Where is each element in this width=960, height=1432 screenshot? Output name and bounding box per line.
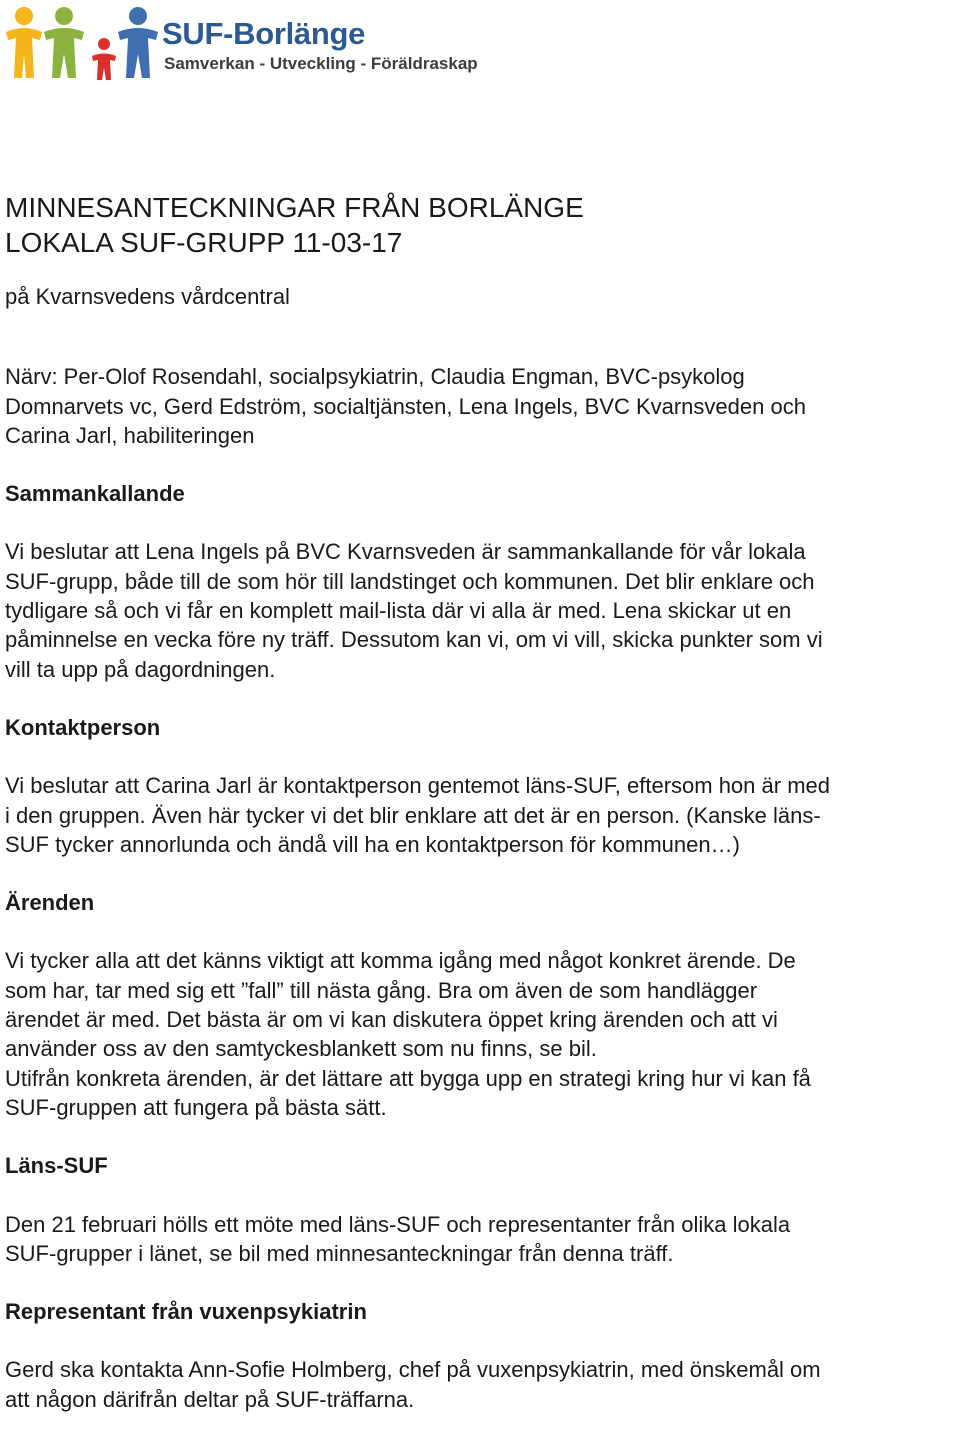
body-line: Vi tycker alla att det känns viktigt att komma igång med något konkret ärende. De [5, 948, 796, 974]
title-line: LOKALA SUF-GRUPP 11-03-17 [5, 227, 403, 258]
body-line: SUF-gruppen att fungera på bästa sätt. [5, 1094, 387, 1120]
logo-tagline: Samverkan - Utveckling - Föräldraskap [164, 54, 478, 73]
body-line: Gerd ska kontakta Ann-Sofie Holmberg, chef på vuxenpsykiatrin, med önskemål om [5, 1357, 821, 1383]
body-line: Vi beslutar att Carina Jarl är kontaktperson gentemot läns-SUF, eftersom hon är med [5, 773, 830, 799]
body-line: i den gruppen. Även här tycker vi det blir enklare att det är en person. (Kanske läns- [5, 802, 821, 828]
yellow-figure-icon [6, 7, 42, 78]
attendees-line: Carina Jarl, habiliteringen [5, 422, 255, 448]
attendees-line: Närv: Per-Olof Rosendahl, socialpsykiatrin, Claudia Engman, BVC-psykolog [5, 364, 745, 390]
section-representant-vuxenpsykiatrin [5, 1297, 960, 1414]
body-line: tydligare så och vi får en komplett mail-lista där vi alla är med. Lena skickar ut en [5, 598, 792, 624]
section-heading: Representant från vuxenpsykiatrin [5, 1299, 367, 1325]
section-body [5, 771, 960, 859]
section-body [5, 946, 960, 1122]
title-line: MINNESANTECKNINGAR FRÅN BORLÄNGE [5, 192, 584, 223]
section-heading: Ärenden [5, 890, 95, 916]
document-title [5, 190, 960, 260]
red-child-figure-icon [92, 38, 116, 80]
section-heading: Kontaktperson [5, 714, 161, 740]
body-line: SUF-grupp, både till de som hör till landstinget och kommunen. Det blir enklare och [5, 568, 815, 594]
section-kontaktperson [5, 713, 960, 859]
body-line: som har, tar med sig ett ”fall” till nästa gång. Bra om även de som handlägger [5, 977, 758, 1003]
section-heading: Läns-SUF [5, 1153, 108, 1179]
body-line: påminnelse en vecka före ny träff. Dessutom kan vi, om vi vill, skicka punkter som vi [5, 627, 823, 653]
section-lans-suf [5, 1151, 960, 1268]
body-line: att någon därifrån deltar på SUF-träffarna. [5, 1386, 415, 1412]
section-body [5, 1210, 960, 1269]
body-line: Utifrån konkreta ärenden, är det lättare att bygga upp en strategi kring hur vi kan få [5, 1065, 811, 1091]
body-line: ärendet är med. Det bästa är om vi kan diskutera öppet kring ärenden och att vi [5, 1007, 778, 1033]
attendees-paragraph [5, 362, 960, 450]
section-arenden [5, 888, 960, 1122]
section-heading: Sammankallande [5, 481, 185, 507]
section-body [5, 537, 960, 683]
body-line: vill ta upp på dagordningen. [5, 656, 276, 682]
body-line: SUF-grupper i länet, se bil med minnesanteckningar från denna träff. [5, 1240, 674, 1266]
logo-name: SUF-Borlänge [162, 16, 366, 51]
meeting-location: på Kvarnsvedens vårdcentral [5, 284, 290, 309]
blue-figure-icon [118, 7, 158, 78]
document-body [5, 190, 960, 1414]
section-body [5, 1355, 960, 1414]
suf-borlange-logo [4, 2, 478, 82]
attendees-line: Domnarvets vc, Gerd Edström, socialtjänsten, Lena Ingels, BVC Kvarnsveden och [5, 393, 806, 419]
body-line: Vi beslutar att Lena Ingels på BVC Kvarnsveden är sammankallande för vår lokala [5, 539, 806, 565]
body-line: SUF tycker annorlunda och ändå vill ha en kontaktperson för kommunen…) [5, 831, 740, 857]
body-line: använder oss av den samtyckesblankett som nu finns, se bil. [5, 1036, 597, 1062]
section-sammankallande [5, 479, 960, 684]
family-figures-icon [4, 2, 164, 80]
body-line: Den 21 februari hölls ett möte med läns-SUF och representanter från olika lokala [5, 1211, 791, 1237]
green-figure-icon [44, 7, 84, 78]
